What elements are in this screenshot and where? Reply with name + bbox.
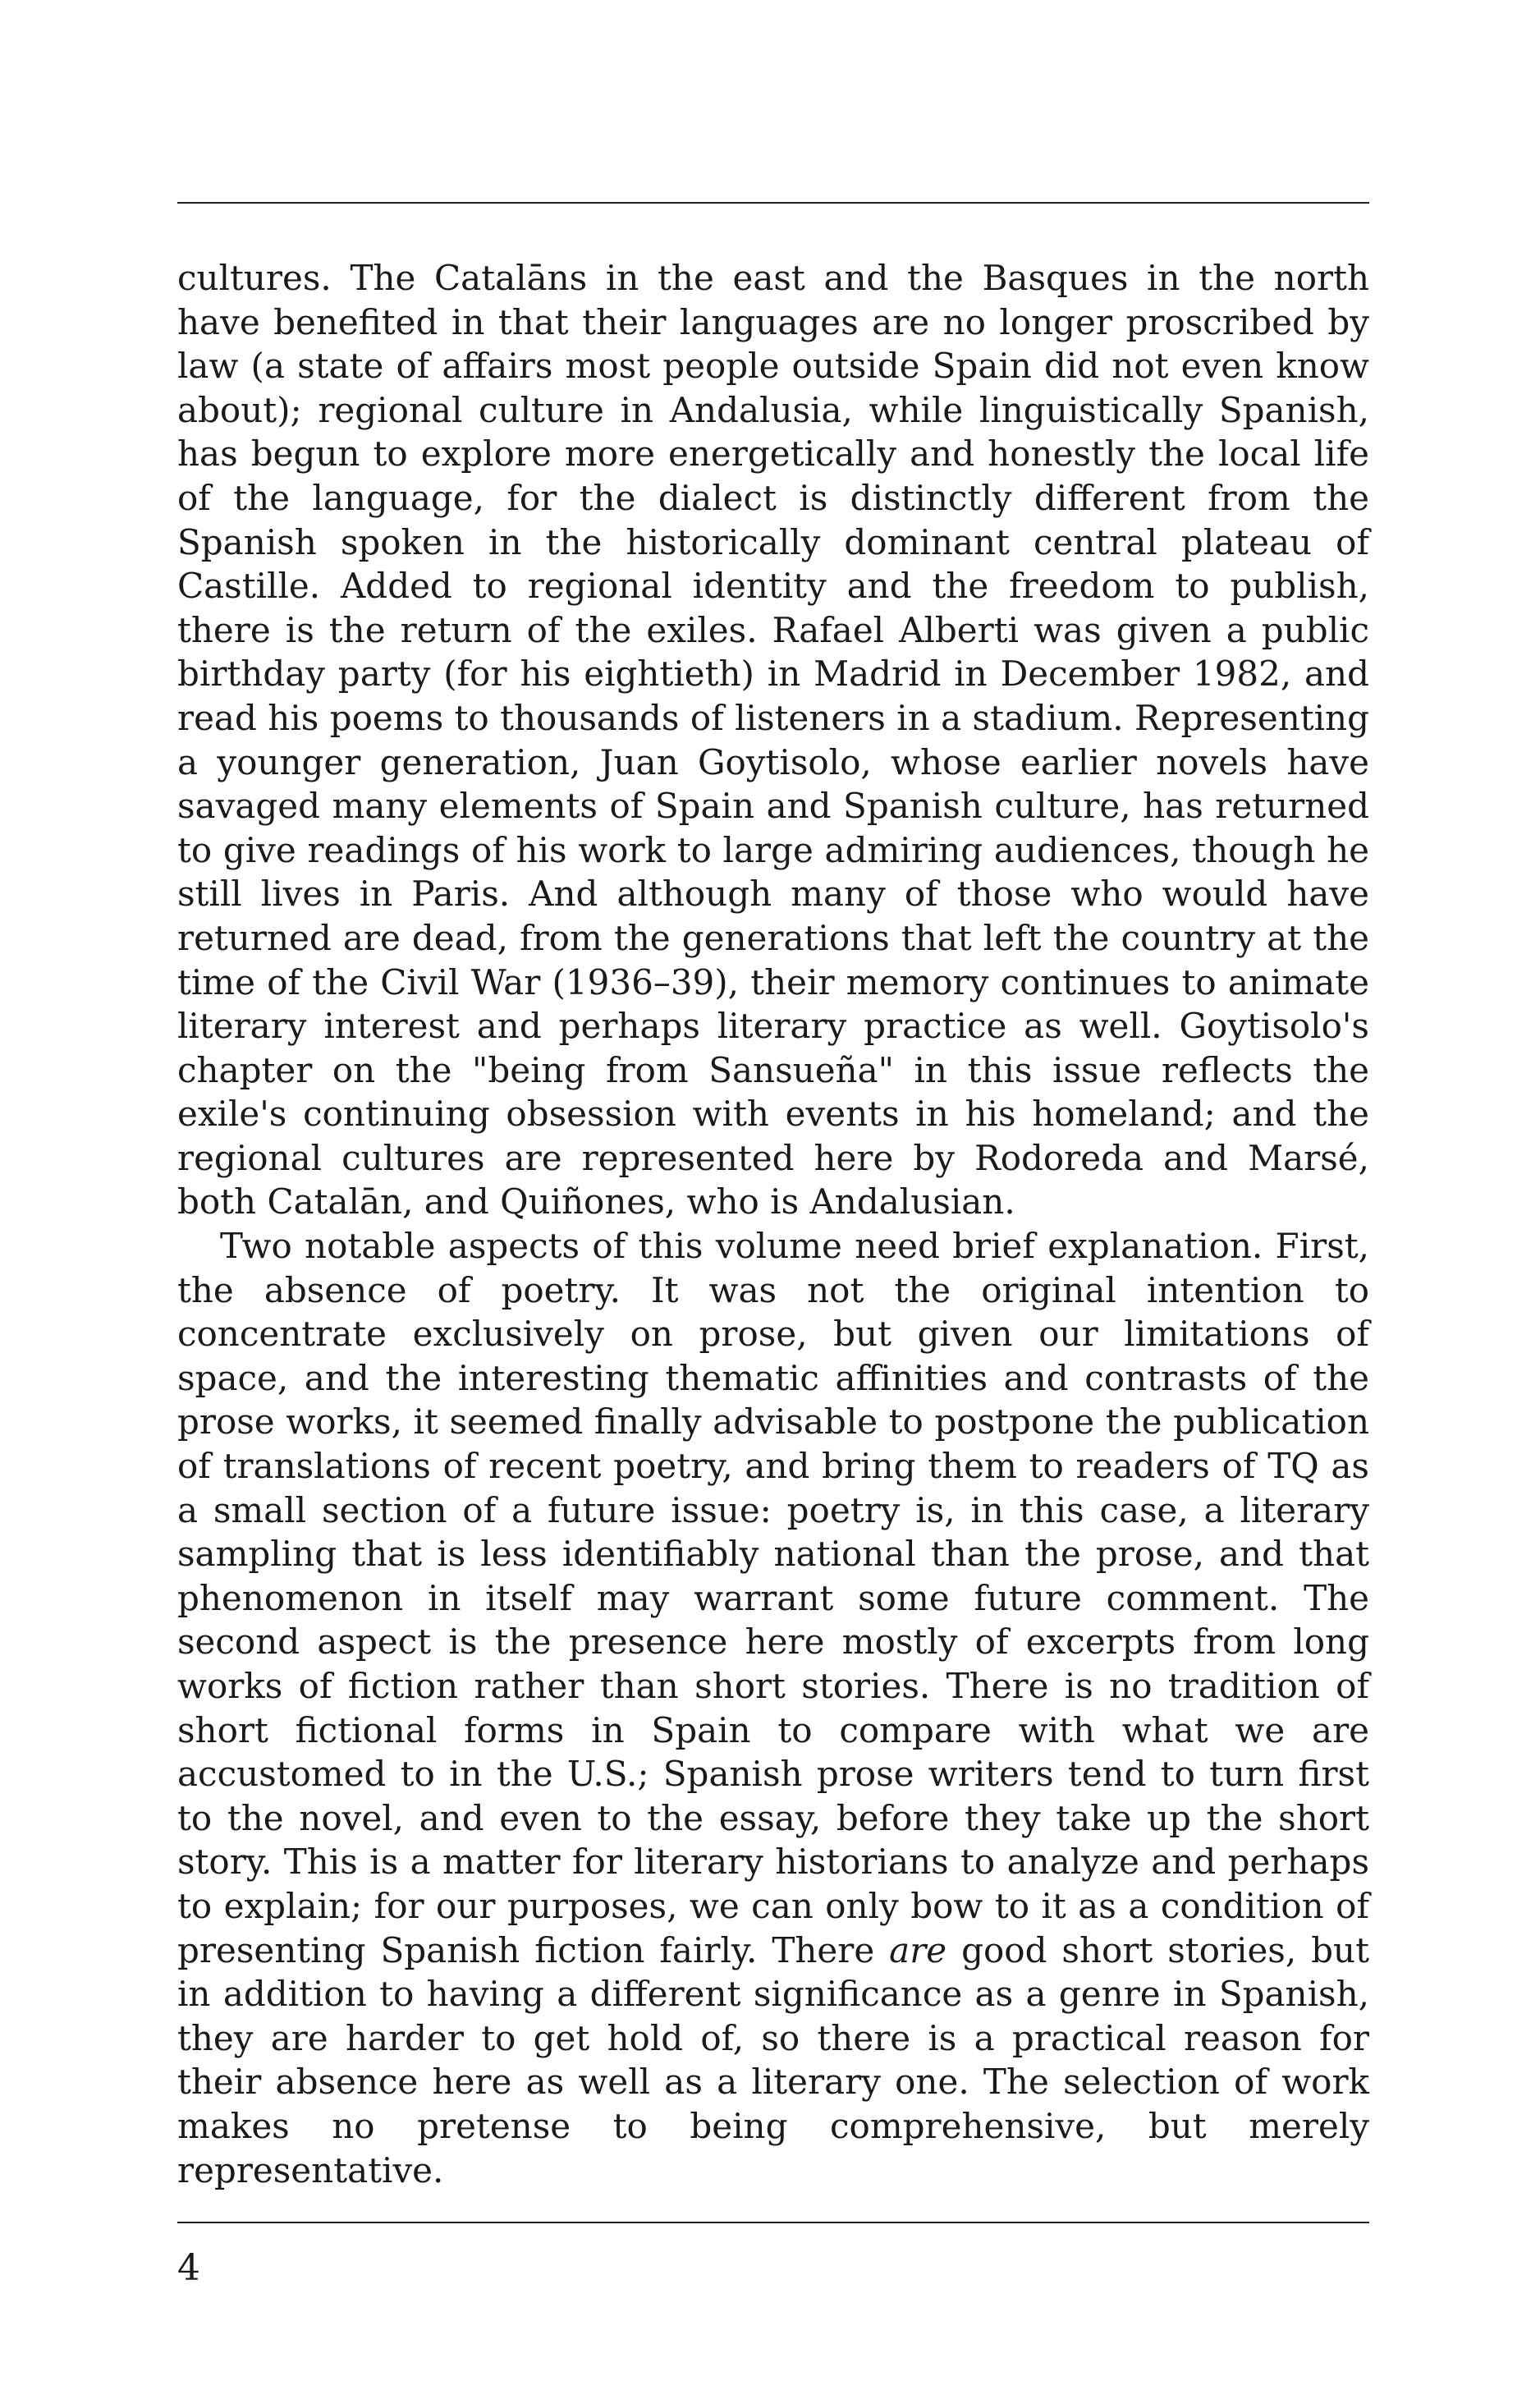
paragraph-2-text-a: Two notable aspects of this volume need brief explanation. First, the absence of poetry. It was not the original intention to concentrate exclusively on prose, but given our limitations of space, and the interesting thematic affinities and contrasts of the prose works, it seemed finally advisable to postpone the publication of translations of recent poetry, and bring them to readers of TQ as a small section of a future issue: poetry is, in this case, a literary sampling that is less identifiably national than the prose, and that phenomenon in itself may warrant some future comment. The second aspect is the presence here mostly of excerpts from long works of fiction rather than short stories. There is no tradition of short fictional forms in Spain to compare with what we are accustomed to in the U.S.; Spanish prose writers tend to turn first to the novel, and even to the essay, before they take up the short story. This is a matter for literary historians to analyze and perhaps to explain; for our purposes, we can only bow to it as a condition of presenting Spanish fiction fairly. There [177,1226,1369,1970]
bottom-rule [177,2222,1369,2223]
body-text [177,256,1369,2192]
paragraph-2-emphasis: are [889,1929,947,1970]
paragraph-1: cultures. The Catalāns in the east and the Basques in the north have benefited in that their languages are no longer proscribed by law (a state of affairs most people outside Spain did not even know about); regional culture in Andalusia, while linguistically Spanish, has begun to explore more energetically and honestly the local life of the language, for the dialect is distinctly different from the Spanish spoken in the historically dominant central plateau of Castille. Added to regional identity and the freedom to publish, there is the return of the exiles. Rafael Alberti was given a public birthday party (for his eightieth) in Madrid in December 1982, and read his poems to thousands of listeners in a stadium. Representing a younger generation, Juan Goytisolo, whose earlier novels have savaged many elements of Spain and Spanish culture, has returned to give readings of his work to large admiring audiences, though he still lives in Paris. And although many of those who would have returned are dead, from the generations that left the country at the time of the Civil War (1936–39), their memory continues to animate literary interest and perhaps literary practice as well. Goytisolo's chapter on the "being from Sansueña" in this issue reflects the exile's continuing obsession with events in his homeland; and the regional cultures are represented here by Rodoreda and Marsé, both Catalān, and Quiñones, who is Andalusian. [177,258,1369,1222]
paragraph-2 [177,1224,1369,2192]
paragraph-2-text-b: good short stories, but in addition to having a different significance as a genre in Spanish, they are harder to get hold of, so there is a practical reason for their absence here as well as a literary one. The selection of work makes no pretense to being comprehensive, but merely representative. [177,1929,1369,2190]
top-rule [177,202,1369,204]
page-number: 4 [177,2247,200,2289]
